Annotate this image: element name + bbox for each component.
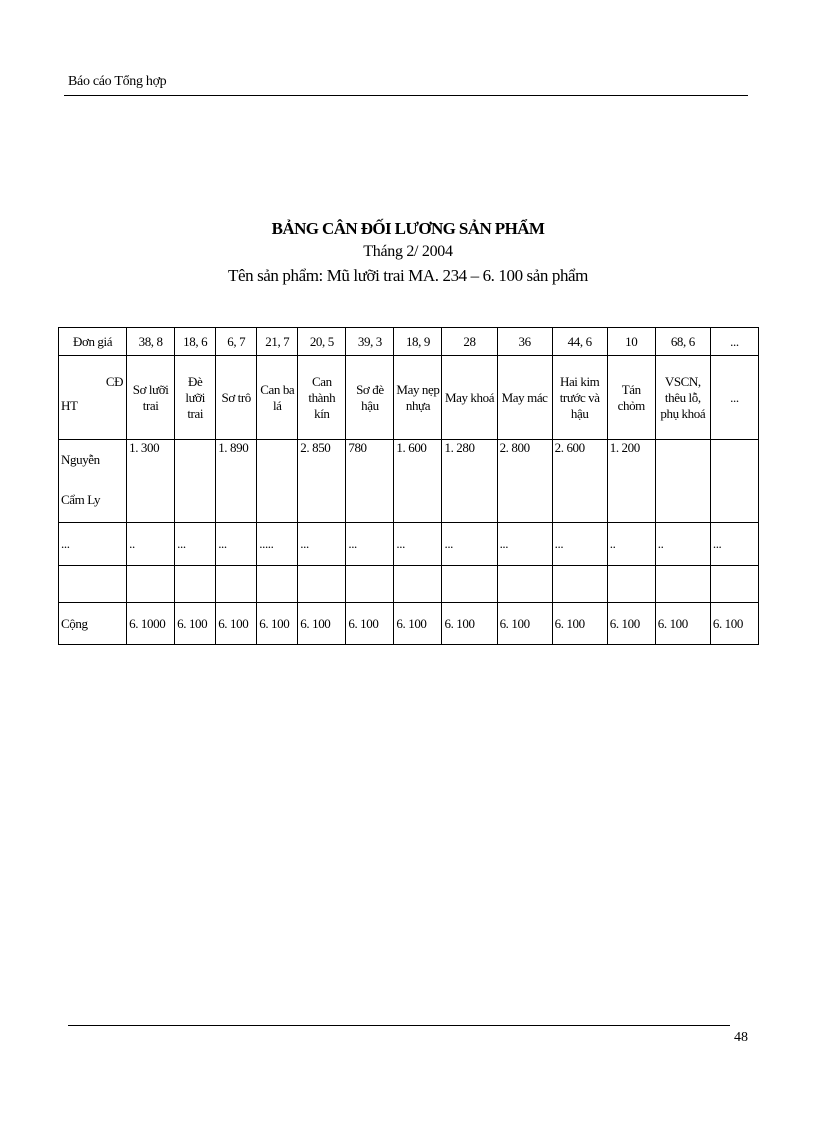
empty-cell [216,566,257,603]
total-cell: 6. 100 [216,603,257,645]
price-cell: 39, 3 [346,328,394,356]
stage-header: Sơ lưỡi trai [127,356,175,440]
stage-header: Sơ trô [216,356,257,440]
total-cell: 6. 100 [655,603,710,645]
ellipsis-cell: ... [710,523,758,566]
ellipsis-cell: .. [655,523,710,566]
empty-cell [497,566,552,603]
ellipsis-cell: ... [346,523,394,566]
stage-header: Can ba lá [257,356,298,440]
total-cell: 6. 100 [298,603,346,645]
ellipsis-cell: ... [552,523,607,566]
diagonal-header-cell [59,356,127,440]
price-cell: 20, 5 [298,328,346,356]
empty-cell [257,566,298,603]
ellipsis-cell: ... [394,523,442,566]
stage-header: Tán chỏm [607,356,655,440]
empty-cell [710,566,758,603]
header-rule [64,95,748,96]
stage-header-row [59,356,759,440]
ellipsis-cell: ... [216,523,257,566]
empty-cell [59,566,127,603]
product-line: Tên sản phẩm: Mũ lưỡi trai MA. 234 – 6. 100 sản phẩm [227,266,589,285]
price-cell: 44, 6 [552,328,607,356]
price-cell: 6, 7 [216,328,257,356]
price-cell: ... [710,328,758,356]
ellipsis-cell: ... [497,523,552,566]
total-cell: 6. 1000 [127,603,175,645]
stage-header: Đè lưỡi trai [175,356,216,440]
empty-cell [175,566,216,603]
empty-cell [442,566,497,603]
stage-header: VSCN, thêu lỗ, phụ khoá [655,356,710,440]
empty-cell [127,566,175,603]
price-cell: 18, 9 [394,328,442,356]
empty-row [59,566,759,603]
total-cell: 6. 100 [346,603,394,645]
worker-value: 2. 600 [552,440,607,523]
wage-balance-table [58,327,759,645]
ellipsis-cell: ... [59,523,127,566]
worker-value: 780 [346,440,394,523]
document-title: BẢNG CÂN ĐỐI LƯƠNG SẢN PHẨM [271,219,545,238]
page-number: 48 [734,1030,748,1045]
ellipsis-cell: ... [298,523,346,566]
price-cell: 18, 6 [175,328,216,356]
stage-header: May nẹp nhựa [394,356,442,440]
price-cell: 38, 8 [127,328,175,356]
worker-value: 2. 800 [497,440,552,523]
total-cell: 6. 100 [607,603,655,645]
empty-cell [552,566,607,603]
empty-cell [607,566,655,603]
stage-header: May mác [497,356,552,440]
stage-header: Can thành kín [298,356,346,440]
empty-cell [655,566,710,603]
price-cell: 21, 7 [257,328,298,356]
header-cd: CĐ [105,374,124,389]
footer-rule [68,1025,730,1026]
worker-value [655,440,710,523]
stage-header: May khoá [442,356,497,440]
worker-value: 1. 200 [607,440,655,523]
total-cell: 6. 100 [394,603,442,645]
ellipsis-row [59,523,759,566]
total-cell: 6. 100 [257,603,298,645]
stage-header: ... [710,356,758,440]
ellipsis-cell: .. [607,523,655,566]
price-label: Đơn giá [59,328,127,356]
stage-header: Hai kim trước và hậu [552,356,607,440]
total-cell: 6. 100 [552,603,607,645]
price-cell: 10 [607,328,655,356]
stage-header: Sơ đè hậu [346,356,394,440]
title-block [100,218,716,288]
worker-value [175,440,216,523]
total-cell: 6. 100 [497,603,552,645]
worker-value: 1. 300 [127,440,175,523]
ellipsis-cell: .. [127,523,175,566]
ellipsis-cell: ... [442,523,497,566]
total-cell: 6. 100 [175,603,216,645]
worker-value: 1. 890 [216,440,257,523]
total-row [59,603,759,645]
document-month: Tháng 2/ 2004 [363,243,453,260]
worker-value [710,440,758,523]
worker-value: 1. 280 [442,440,497,523]
empty-cell [346,566,394,603]
ellipsis-cell: ..... [257,523,298,566]
price-cell: 68, 6 [655,328,710,356]
worker-value [257,440,298,523]
running-header: Báo cáo Tổng hợp [68,74,167,89]
total-cell: 6. 100 [442,603,497,645]
header-ht: HT [61,398,78,413]
price-cell: 36 [497,328,552,356]
price-row [59,328,759,356]
empty-cell [298,566,346,603]
total-label: Cộng [59,603,127,645]
empty-cell [394,566,442,603]
worker-value: 1. 600 [394,440,442,523]
worker-value: 2. 850 [298,440,346,523]
price-cell: 28 [442,328,497,356]
worker-name: Nguyễn Cẩm Ly [59,440,127,523]
ellipsis-cell: ... [175,523,216,566]
worker-row [59,440,759,523]
total-cell: 6. 100 [710,603,758,645]
